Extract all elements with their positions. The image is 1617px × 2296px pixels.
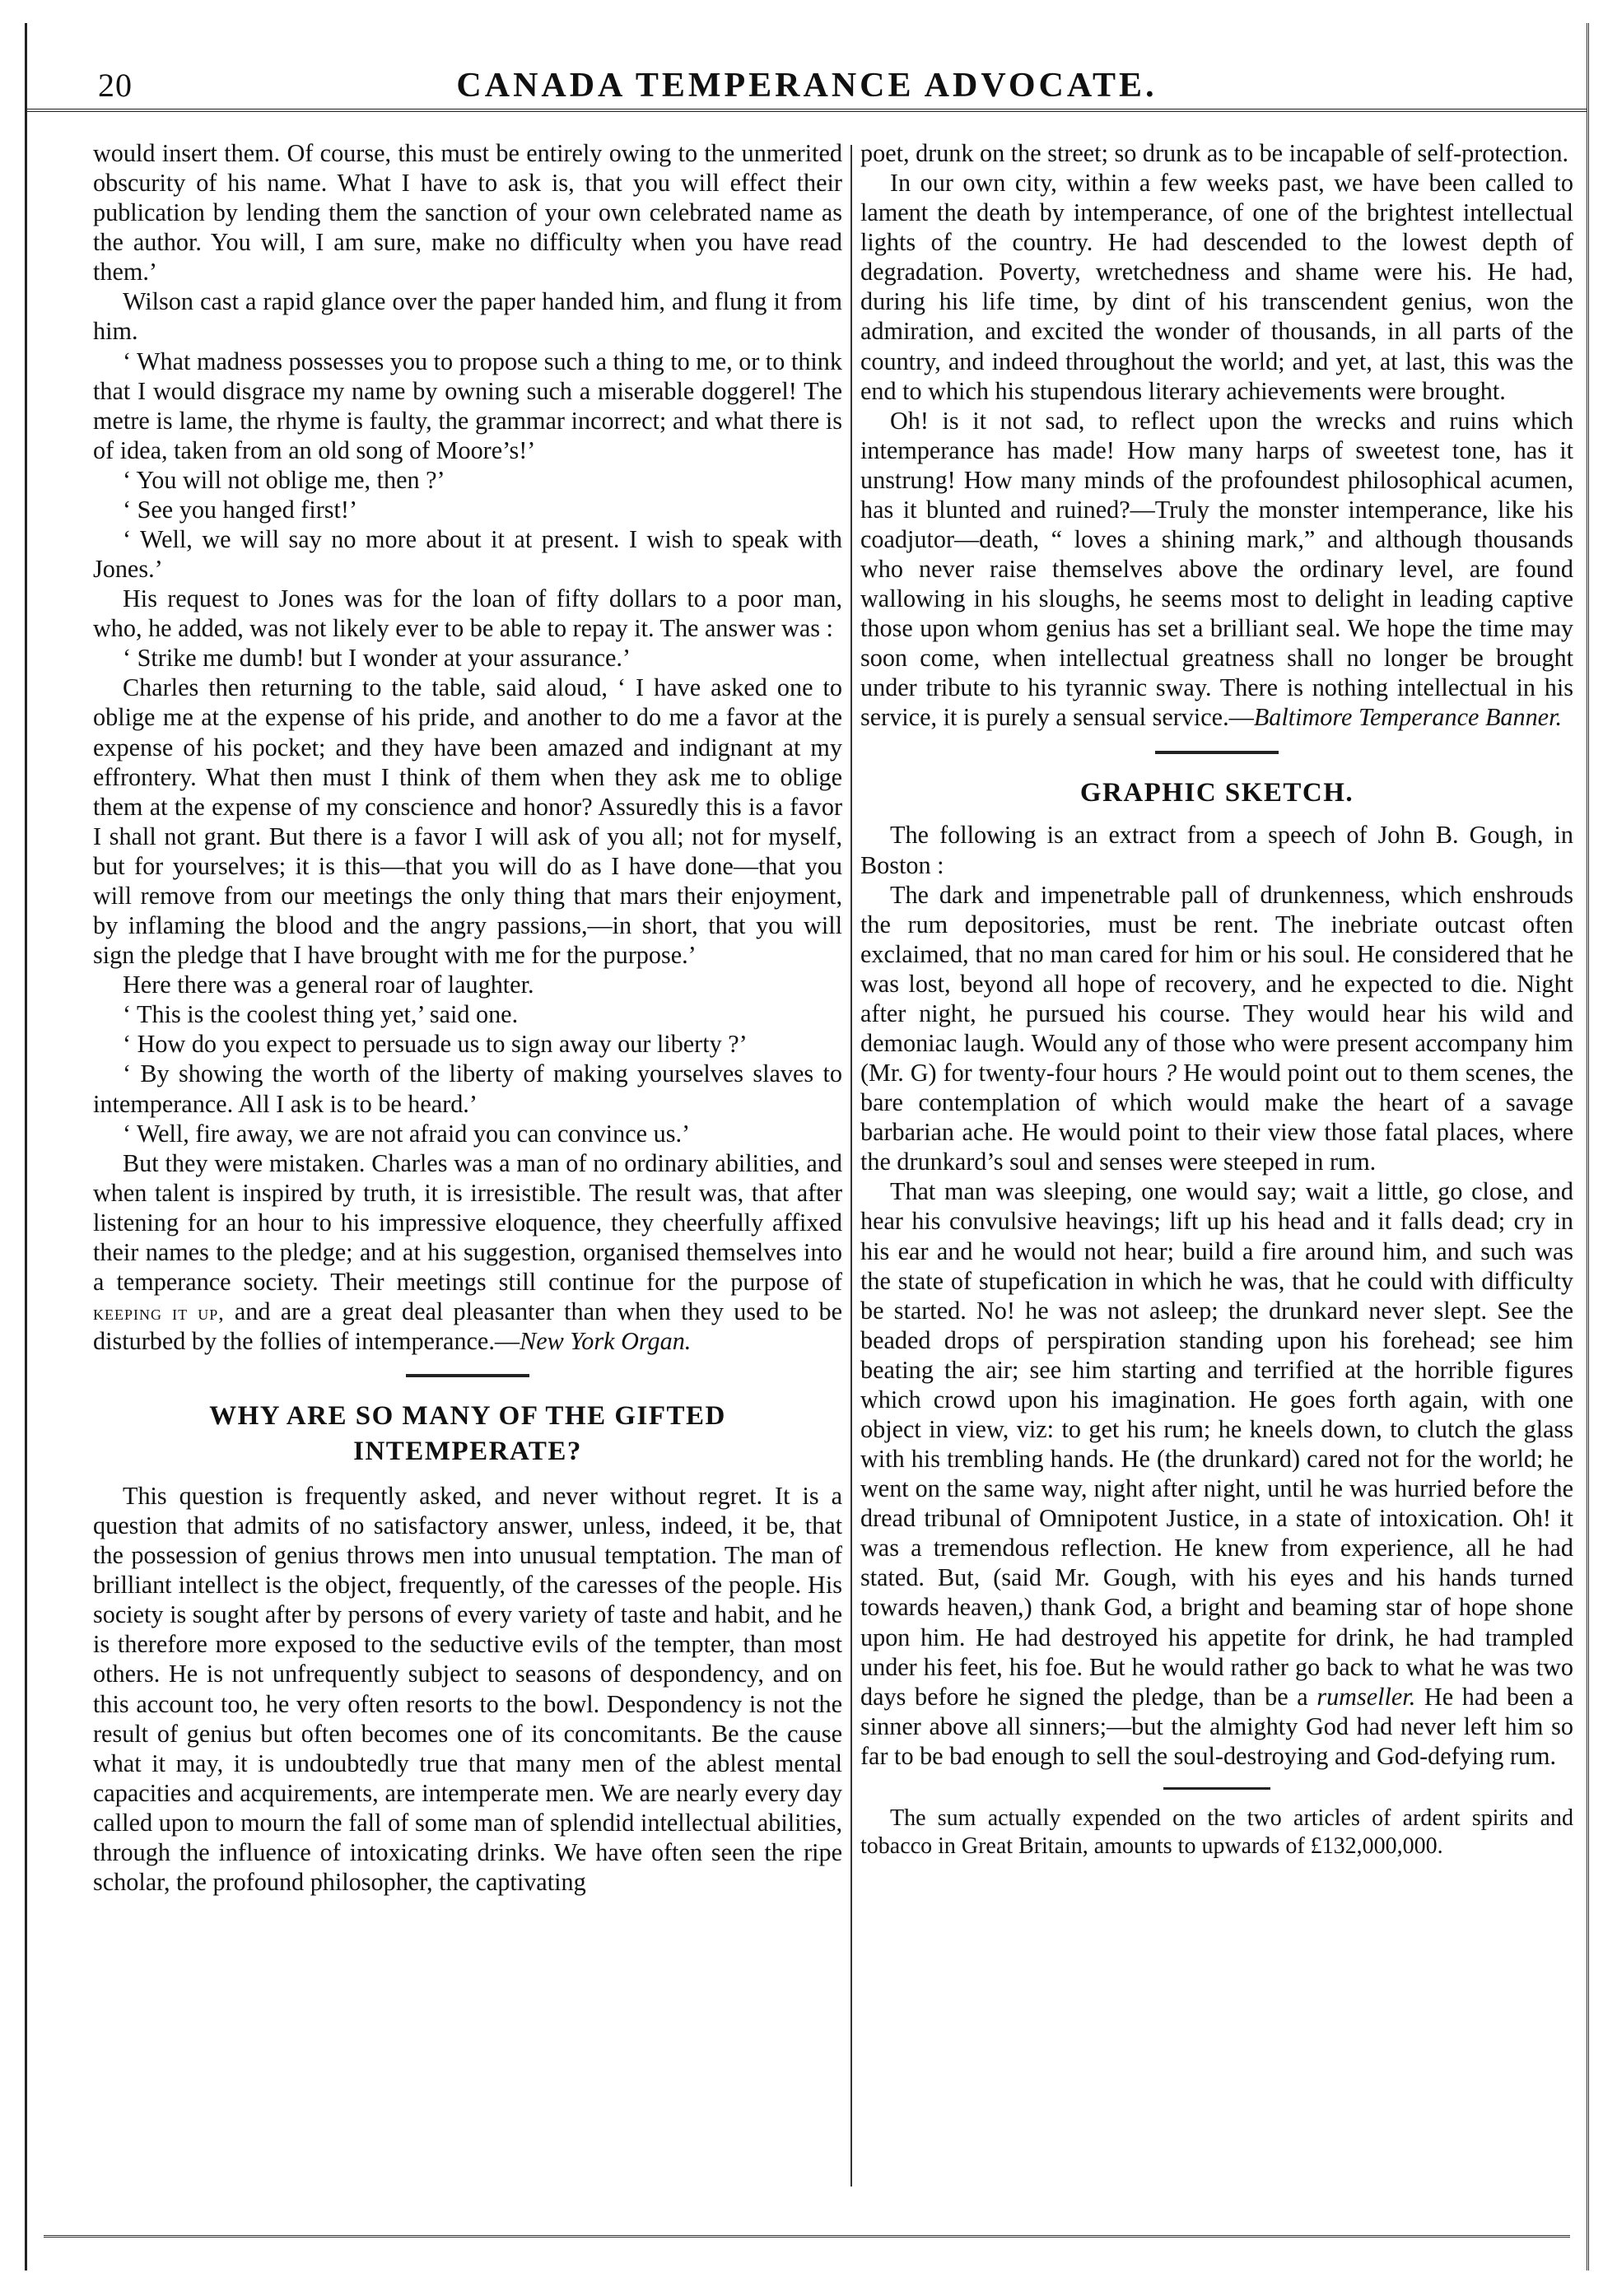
story-paragraph: His request to Jones was for the loan of fifty dollars to a poor man, who, he added, was not likely ever to be able to repay it. The answer was : <box>93 584 842 643</box>
story-paragraph: ‘ Well, we will say no more about it at present. I wish to speak with Jones.’ <box>93 525 842 584</box>
sketch-text: The dark and impenetrable pall of drunkenness, which enshrouds the rum depositories, must be rent. The inebriate outcast often exclaimed, that no man cared for him or his soul. He considered that he was lost, beyond all hope of recovery, and he expected to die. Night after night, he pursued his course. They would hear his wild and demoniac laugh. Would any of those who were present accompany him (Mr. G) for twenty-four hours <box>860 880 1573 1087</box>
newspaper-page <box>25 23 1589 2270</box>
page-number: 20 <box>98 67 133 104</box>
sketch-paragraph <box>860 880 1573 1177</box>
page-header <box>27 23 1587 112</box>
bottom-rule <box>44 2235 1570 2238</box>
story-source: New York Organ. <box>520 1327 692 1356</box>
sketch-text: He would point out to them scenes, the bare contemplation of which would make the heart of a savage barbarian ache. He would point to their view those fatal places, where the drunkard’s soul and senses were steeped in rum. <box>860 1059 1573 1176</box>
article-title: WHY ARE SO MANY OF THE GIFTED INTEMPERATE? <box>209 1401 726 1467</box>
story-paragraph: Wilson cast a rapid glance over the paper handed him, and flung it from him. <box>93 287 842 346</box>
article-source: Baltimore Temperance Banner. <box>1253 703 1563 732</box>
column-divider <box>850 145 852 2187</box>
sketch-italic: ? <box>1164 1059 1177 1087</box>
article-paragraph <box>860 406 1573 733</box>
section-separator <box>1155 751 1279 754</box>
sketch-title: GRAPHIC SKETCH. <box>1079 777 1354 808</box>
story-paragraph: ‘ Strike me dumb! but I wonder at your assurance.’ <box>123 644 631 673</box>
story-paragraph: ‘ See you hanged first!’ <box>123 495 358 524</box>
sketch-text: That man was sleeping, one would say; wait a little, go close, and hear his convulsive heavings; lift up his head and it falls dead; cry in his ear and he would not hear; build a fire around him, and such was the state of stupefication in which he was, that he could with difficulty be started. No! he was not asleep; the drunkard never slept. See the beaded drops of perspiration standing upon his forehead; see him beating the air; see him starting and terrified at the horrible figures which crowd upon his imagination. He goes forth again, with one object in view, viz: to get his rum; he kneels down, to clutch the glass with his trembling hands. He (the drunkard) cared not for the world; he went on the same way, night after night, until he was hurried before the dread tribunal of Omnipotent Justice, in a state of intoxication. Oh! it was a tremendous reflection. He knew from experience, all he had stated. But, (said Mr. Gough, with his eyes and his hands turned towards heaven,) thank God, a bright and beaming star of hope shone upon him. He had destroyed his appetite for drink, he had trampled under his feet, his foe. But he would rather go back to what he was two days before he signed the pledge, than be a <box>860 1177 1573 1711</box>
closing-caps: keeping it up, <box>93 1301 225 1325</box>
article-body: This question is frequently asked, and never without regret. It is a question that admits of no satisfactory answer, unless, indeed, it be, that the possession of genius throws men into unusual temptation. The man of brilliant intellect is the object, frequently, of the caresses of the people. His society is sought after by persons of every variety of taste and habit, and he is therefore more exposed to the seductive evils of the tempter, than most others. He is not unfrequently subject to seasons of despondency, and on this account too, he very often resorts to the bowl. Despondency is not the result of genius but often becomes one of its concomitants. Be the cause what it may, it is undoubtedly true that many men of the ablest mental capacities and acquirements, are intemperate men. We are nearly every day called upon to mourn the fall of some man of splendid intellectual abilities, through the influence of intoxicating drinks. We have often seen the ripe scholar, the profound philosopher, the captivating <box>93 1481 842 1896</box>
closing-text: But they were mistaken. Charles was a man of no ordinary abilities, and when talent is inspired by truth, it is irresistible. The result was, that after listening for an hour to his impressive eloquence, they cheerfully affixed their names to the pledge; and at his suggestion, organised themselves into a temperance society. Their meetings still continue for the purpose of <box>93 1148 842 1296</box>
story-paragraph: ‘ How do you expect to persuade us to sign away our liberty ?’ <box>123 1030 748 1059</box>
story-paragraph: Charles then returning to the table, said aloud, ‘ I have asked one to oblige me at the expense of his pride, and another to do me a favor at the expense of his pocket; and they have been amazed and indignant at my effrontery. What then must I think of them when they ask me to oblige them at the expense of my conscience and honor? Assuredly this is a favor I shall not grant. But there is a favor I will ask of you all; not for myself, but for yourselves; it is this—that you will do as I have done—that you will remove from our meetings the only thing that mars their enjoyment, by inflaming the blood and the angry passions,—in short, that you will sign the pledge that I have brought with me for the purpose.’ <box>93 673 842 970</box>
story-paragraph: ‘ This is the coolest thing yet,’ said one. <box>123 1000 519 1029</box>
footnote: The sum actually expended on the two articles of ardent spirits and tobacco in Great Britain, amounts to upwards of £132,000,000. <box>860 1805 1573 1859</box>
left-column <box>93 138 842 2213</box>
article-paragraph: In our own city, within a few weeks past, we have been called to lament the death by intemperance, of one of the brightest intellectual lights of the country. He had descended to the lowest depth of degradation. Poverty, wretchedness and shame were his. He had, during his life time, by dint of his transcendent genius, won the admiration, and excited the wonder of thousands, in all parts of the country, and indeed throughout the world; and yet, at last, this was the end to which his stupendous literary achievements were brought. <box>860 169 1573 405</box>
sketch-intro: The following is an extract from a speech of John B. Gough, in Boston : <box>860 821 1573 879</box>
story-paragraph: Here there was a general roar of laughter. <box>123 971 534 999</box>
story-paragraph: ‘ What madness possesses you to propose such a thing to me, or to think that I would disgrace my name by owning such a miserable doggerel! The metre is lame, the rhyme is faulty, the grammar incorrect; and what there is of idea, taken from an old song of Moore’s!’ <box>93 347 842 464</box>
paragraph-text: Oh! is it not sad, to reflect upon the wrecks and ruins which intemperance has made! How many harps of sweetest tone, has it unstrung! How many minds of the profoundest philosophical acumen, has it blunted and ruined?—Truly the monster intemperance, like his coadjutor—death, “ loves a shining mark,” and although thousands who never raise themselves above the ordinary level, are found wallowing in his sloughs, he seems most to delight in leading captive those upon whom genius has set a brilliant seal. We hope the time may soon come, when intellectual greatness shall no longer be brought under tribute to his tyrannic sway. There is nothing intellectual in his service, it is purely a sensual service.— <box>860 406 1573 732</box>
story-paragraph: ‘ By showing the worth of the liberty of making yourselves slaves to intemperance. All I ask is to be heard.’ <box>93 1060 842 1118</box>
story-paragraph: would insert them. Of course, this must be entirely owing to the unmerited obscurity of his name. What I have to ask is, that you will effect their publication by lending them the sanction of your own celebrated name as the author. You will, I am sure, make no difficulty when you have read them.’ <box>93 139 842 286</box>
sketch-paragraph <box>860 1176 1573 1771</box>
closing-text-end: and are a great deal pleasanter than when they used to be disturbed by the follies of intemperance.— <box>93 1297 842 1356</box>
continuation-paragraph: poet, drunk on the street; so drunk as to be incapable of self-protection. <box>860 139 1569 167</box>
section-separator <box>1163 1787 1270 1790</box>
story-paragraph: ‘ You will not oblige me, then ?’ <box>123 465 445 494</box>
running-title: CANADA TEMPERANCE ADVOCATE. <box>456 67 1158 105</box>
sketch-italic: rumseller. <box>1316 1682 1416 1711</box>
story-paragraph: ‘ Well, fire away, we are not afraid you can convince us.’ <box>123 1119 691 1148</box>
section-separator <box>406 1374 529 1377</box>
right-column <box>860 138 1573 2213</box>
story-closing-paragraph <box>93 1148 842 1357</box>
sketch-text: He had been a sinner above all sinners;—but the almighty God had never left him so far to be bad enough to sell the soul-destroying and God-defying rum. <box>860 1682 1573 1770</box>
